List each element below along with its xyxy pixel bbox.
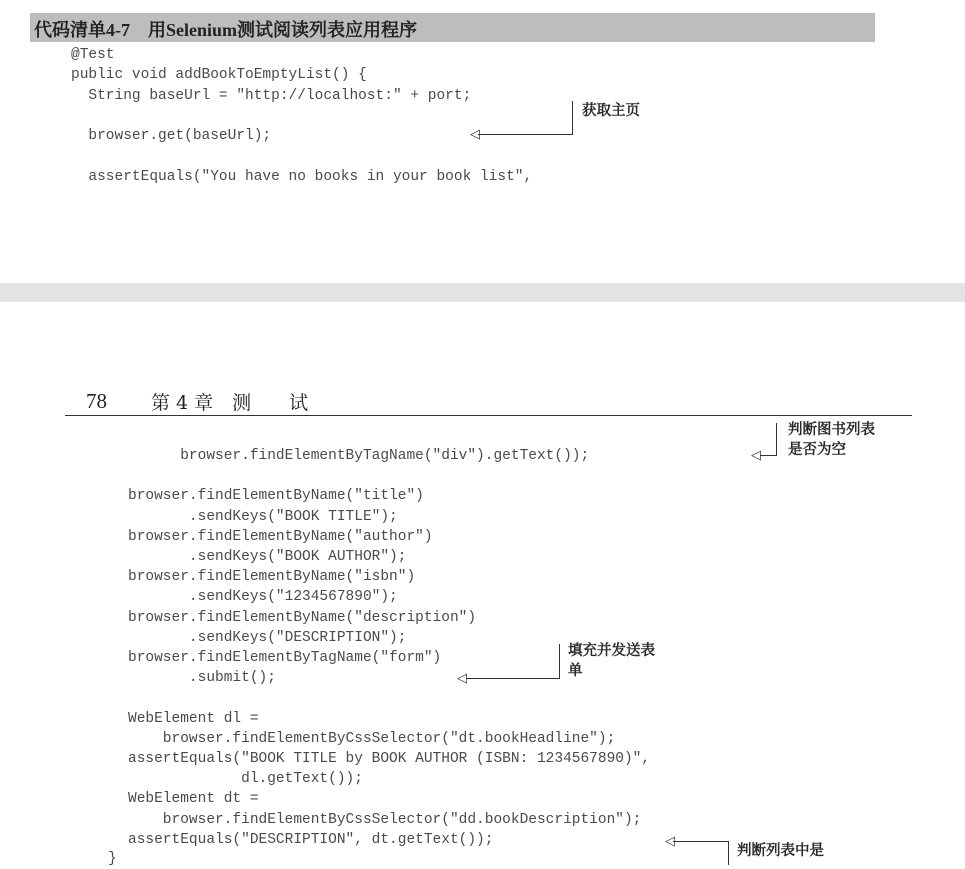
listing-header	[30, 13, 875, 42]
fill-form-line	[466, 678, 560, 679]
arrow-left-icon: ◁	[751, 448, 761, 463]
code-block-top: @Test public void addBookToEmptyList() { String baseUrl = "http://localhost:" + port; browser.get(baseUrl); assertEquals("You have no books in your book list",	[71, 47, 533, 185]
fill-form-annotation-line1: 填充并发送表	[568, 643, 655, 659]
list-check-line	[673, 841, 729, 842]
homepage-annotation-bracket	[572, 101, 573, 135]
empty-check-bracket	[776, 423, 777, 456]
page-header-rule	[65, 415, 912, 416]
list-check-bracket	[728, 841, 729, 865]
page-number: 78	[86, 389, 107, 413]
code-block-bottom: browser.findElementByTagName("div").getText()); browser.findElementByName("title") .sendKeys("BOOK TITLE"); browser.findElementByName("author") .sendKeys("BOOK AUTHOR"); browser.findElementByName("isbn") .sendKeys("1234567890"); browser.findElementByName("description") .sendKeys("DESCRIPTION"); browser.findElementByTagName("form") .submit(); WebElement dl = browser.findElementByCssSelector("dt.bookHeadline"); assertEquals("BOOK TITLE by BOOK AUTHOR (ISBN: 1234567890)", dl.getText()); WebElement dt = browser.findElementByCssSelector("dd.bookDescription"); assertEquals("DESCRIPTION", dt.getText());	[128, 448, 651, 848]
empty-check-annotation-line2: 是否为空	[788, 442, 846, 458]
empty-check-annotation-line1: 判断图书列表	[788, 422, 875, 438]
list-check-annotation-line1: 判断列表中是	[737, 843, 824, 859]
empty-check-line	[760, 455, 777, 456]
arrow-left-icon: ◁	[665, 834, 675, 849]
fill-form-annotation-line2: 单	[568, 663, 583, 679]
page-gap	[0, 283, 965, 302]
arrow-left-icon: ◁	[470, 127, 480, 142]
arrow-left-icon: ◁	[457, 671, 467, 686]
homepage-annotation-line	[478, 134, 573, 135]
listing-title: 代码清单4-7 用Selenium测试阅读列表应用程序	[34, 20, 417, 40]
homepage-annotation: 获取主页	[582, 103, 640, 119]
chapter-heading: 第 4 章 测 试	[151, 392, 309, 414]
closing-brace: }	[108, 851, 117, 867]
fill-form-bracket	[559, 644, 560, 679]
